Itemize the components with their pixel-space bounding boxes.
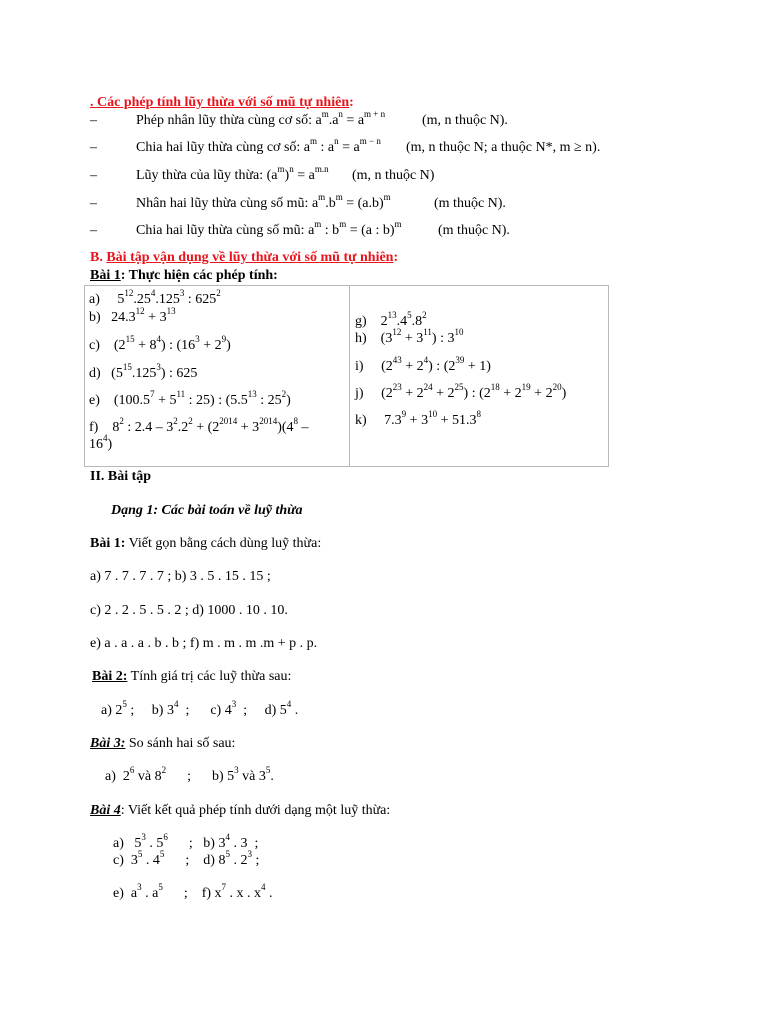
sup: m	[335, 192, 343, 203]
rule-text: : a	[317, 140, 335, 155]
rule-condition: (m, n thuộc N).	[422, 113, 508, 128]
sup: m	[394, 219, 402, 230]
exercise-j: j) $(2^{23} + 2^{24} + 2^{25})$ : $(2^{18} + 2^{19} + 2^{20})$	[355, 382, 567, 401]
sup: n	[334, 136, 339, 147]
bai4-text: : Viết kết quả phép tính dưới dạng một luỹ thừa:	[120, 803, 391, 818]
bai3-text: So sánh hai số sau:	[125, 736, 236, 751]
exercise-e: e) ($100.5^7 + 5^{11}$ : 25) : ($5.5^{13}$ : $25^2$)	[89, 389, 291, 408]
bai2-items: a) $2^5$ ; b) $3^4$ ; c) $4^3$ ; d) $5^4$ .	[101, 699, 299, 718]
item-label: c)	[89, 338, 100, 353]
rule-formula	[136, 164, 329, 184]
item-label: e)	[89, 393, 100, 408]
bai4-items: a) $5^3$ . $5^6$ ; b) $3^4$ . 3 ;	[113, 832, 259, 851]
rule-formula	[136, 136, 381, 156]
exercise-i: i) $(2^{43} + 2^4)$ : $(2^{39} + 1)$	[355, 355, 491, 374]
rule-dash: –	[90, 113, 97, 128]
sup: m	[277, 164, 285, 175]
sup: m − n	[359, 136, 381, 147]
rule-condition: (m, n thuộc N; a thuộc N*, m ≥ n).	[406, 140, 601, 155]
bai4-items: c) $3^5$ . $4^5$ ; d) $8^5$ . $2^3$ ;	[113, 849, 260, 868]
rule-text: = a	[342, 113, 365, 128]
bai1-line: e) a . a . a . b . b ; f) m . m . m .m + p . p.	[90, 636, 318, 651]
section-b-prefix: B.	[90, 250, 107, 265]
rule-dash: –	[90, 223, 97, 238]
bai2-text: Tính giá trị các luỹ thừa sau:	[127, 669, 292, 684]
exercise-column-right	[350, 286, 609, 467]
rule-formula	[136, 192, 391, 212]
rule-text: Lũy thừa của lũy thừa: (a	[136, 168, 278, 183]
bai4-label: Bài 4	[90, 803, 121, 818]
rule-dash: –	[90, 140, 97, 155]
exercise-c: c) $(2^{15} + 8^4)$ : $(16^3 + 2^9)$	[89, 334, 231, 353]
exercise-a: a) $5^{12}.25^4.125^3$ : $625^2$	[89, 288, 221, 307]
sup: m	[321, 109, 329, 120]
section-b-colon: :	[393, 250, 399, 265]
rule-text: : b	[321, 223, 340, 238]
sup: m	[318, 192, 326, 203]
bai1-text: Viết gọn bằng cách dùng luỹ thừa:	[125, 536, 322, 551]
rule-text: Phép nhân lũy thừa cùng cơ số: a	[136, 113, 322, 128]
bai4-items: e) $a^3$ . $a^5$ ; f) $x^7$ . x . $x^4$ .	[113, 882, 273, 901]
exercise-h: h) $(3^{12} + 3^{11})$ : $3^{10}$	[355, 327, 464, 346]
exercise-b: b) $24.3^{12} + 3^{13}$	[89, 306, 176, 325]
bai3-prompt	[90, 736, 235, 752]
section-a-title	[90, 95, 354, 111]
bai1-prompt	[90, 536, 321, 552]
sup: m + n	[364, 109, 386, 120]
dang1-heading: Dạng 1: Các bài toán về luỹ thừa	[111, 503, 303, 518]
section-a-title-text: . Các phép tính lũy thừa với số mũ tự nhiên	[90, 95, 350, 110]
bai2-label: Bài 2:	[92, 669, 128, 684]
sup: n	[289, 164, 294, 175]
sup: n	[338, 109, 343, 120]
part2-heading: II. Bài tập	[90, 469, 152, 484]
section-b-title-text: Bài tập vận dụng về lũy thừa với số mũ tự nhiên	[106, 250, 394, 265]
sup: m	[310, 136, 318, 147]
rule-text: = a	[293, 168, 315, 183]
rule-text: = (a.b)	[342, 196, 384, 211]
exercise-table	[84, 285, 609, 467]
rule-text: Nhân hai lũy thừa cùng số mũ: a	[136, 196, 319, 211]
section-a-colon: :	[349, 95, 354, 110]
exercise-g: g) $2^{13}.4^5.8^2$	[355, 310, 427, 329]
item-label: k)	[355, 413, 367, 428]
item-label: a)	[89, 292, 100, 307]
item-label: f)	[89, 420, 99, 435]
rule-text: = a	[338, 140, 360, 155]
rule-formula	[136, 109, 386, 129]
item-label: j)	[355, 386, 364, 401]
sup: m	[339, 219, 347, 230]
sup: m.n	[314, 164, 329, 175]
rule-text: .a	[328, 113, 339, 128]
sup: m	[314, 219, 322, 230]
item-label: h)	[355, 331, 367, 346]
exercise-f-cont: $16^4$)	[89, 433, 113, 452]
rule-formula	[136, 219, 402, 239]
bai3-label: Bài 3:	[90, 736, 126, 751]
exercise-k: k) $7.3^9 + 3^{10} + 51.3^8$	[355, 409, 481, 428]
rule-text: Chia hai lũy thừa cùng số mũ: a	[136, 223, 315, 238]
bai3-items: a) $2^6$ và $8^2$ ; b) $5^3$ và $3^5$.	[105, 765, 274, 784]
bai1-line: a) 7 . 7 . 7 . 7 ; b) 3 . 5 . 15 . 15 ;	[90, 569, 271, 584]
exercise-f: f) $8^2$ : $2.4 - 3^2.2^2 + (2^{2014} + 3^{2014})(4^8$ –	[89, 416, 309, 435]
rule-text: = (a : b)	[346, 223, 395, 238]
section-b-title	[90, 250, 398, 266]
rule-text: Chia hai lũy thừa cùng cơ số: a	[136, 140, 311, 155]
rule-condition: (m thuộc N).	[434, 196, 506, 211]
exercise-d: d) $(5^{15}.125^3)$ : 625	[89, 362, 198, 381]
item-label: d)	[89, 366, 101, 381]
rule-condition: (m, n thuộc N)	[352, 168, 435, 183]
item-label: i)	[355, 359, 364, 374]
bai1-text: : Thực hiện các phép tính:	[120, 268, 278, 283]
rule-text: .b	[325, 196, 336, 211]
rule-condition: (m thuộc N).	[438, 223, 510, 238]
item-label: g)	[355, 314, 367, 329]
sup: m	[383, 192, 391, 203]
bai4-prompt	[90, 803, 390, 819]
bai2-prompt	[92, 669, 291, 685]
rule-dash: –	[90, 168, 97, 183]
rule-dash: –	[90, 196, 97, 211]
item-label: b)	[89, 310, 101, 325]
bai1-label: Bài 1:	[90, 536, 126, 551]
bai1-line: c) 2 . 2 . 5 . 5 . 2 ; d) 1000 . 10 . 10.	[90, 603, 288, 618]
bai1-label: Bài 1	[90, 268, 121, 283]
exercise-column-left	[85, 286, 350, 467]
bai1-heading	[90, 268, 278, 284]
rule-text: )	[284, 168, 290, 183]
